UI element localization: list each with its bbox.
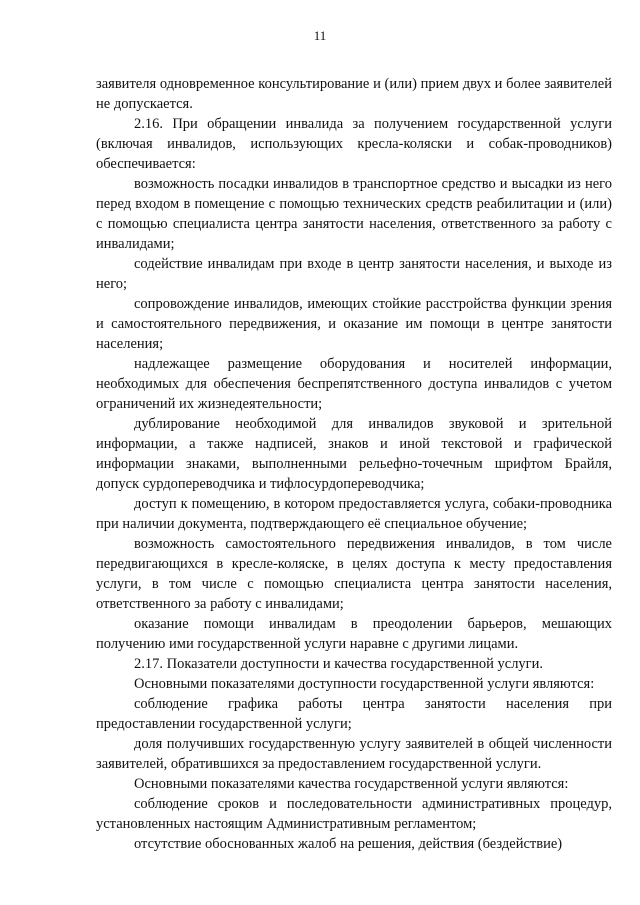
- paragraph-2-16: 2.16. При обращении инвалида за получением государственной услуги (включая инвалидов, использующих кресла-коляски и собак-проводников) обеспечивается:: [96, 116, 612, 172]
- page-number: 11: [313, 28, 327, 43]
- paragraph-item: отсутствие обоснованных жалоб на решения, действия (бездействие): [134, 836, 563, 852]
- paragraph-item: оказание помощи инвалидам в преодолении барьеров, мешающих получению ими государственной услуги наравне с другими лицами.: [96, 616, 612, 652]
- paragraph-item: возможность самостоятельного передвижения инвалидов, в том числе передвигающихся в кресле-коляске, в целях доступа к месту предоставления услуги, в том числе с помощью специалиста центра занятости населения, ответственного за работу с инвалидами;: [96, 536, 612, 612]
- document-body: [96, 74, 612, 854]
- paragraph-2-17: 2.17. Показатели доступности и качества государственной услуги.: [134, 656, 544, 672]
- paragraph-item: сопровождение инвалидов, имеющих стойкие расстройства функции зрения и самостоятельного передвижения, и оказание им помощи в центре занятости населения;: [96, 296, 612, 352]
- paragraph-item: Основными показателями доступности государственной услуги являются:: [134, 676, 595, 692]
- paragraph-item: соблюдение графика работы центра занятости населения при предоставлении государственной услуги;: [96, 696, 612, 732]
- paragraph-item: доля получивших государственную услугу заявителей в общей численности заявителей, обратившихся за предоставлением государственной услуги.: [96, 736, 612, 772]
- paragraph-item: надлежащее размещение оборудования и носителей информации, необходимых для обеспечения беспрепятственного доступа инвалидов с учетом ограничений их жизнедеятельности;: [96, 356, 612, 412]
- paragraph-continuation: заявителя одновременное консультирование и (или) прием двух и более заявителей не допускается.: [96, 76, 612, 112]
- paragraph-item: соблюдение сроков и последовательности административных процедур, установленных настоящим Административным регламентом;: [96, 796, 612, 832]
- paragraph-item: дублирование необходимой для инвалидов звуковой и зрительной информации, а также надписей, знаков и иной текстовой и графической информации знаками, выполненными рельефно-точечным шрифтом Брайля, допуск сурдопереводчика и тифлосурдопереводчика;: [96, 416, 612, 492]
- paragraph-item: доступ к помещению, в котором предоставляется услуга, собаки-проводника при наличии документа, подтверждающего её специальное обучение;: [96, 496, 612, 532]
- paragraph-item: возможность посадки инвалидов в транспортное средство и высадки из него перед входом в помещение с помощью технических средств реабилитации и (или) с помощью специалиста центра занятости населения, ответственного за работу с инвалидами;: [96, 176, 612, 252]
- paragraph-item: содействие инвалидам при входе в центр занятости населения, и выходе из него;: [96, 256, 612, 292]
- paragraph-item: Основными показателями качества государственной услуги являются:: [134, 776, 569, 792]
